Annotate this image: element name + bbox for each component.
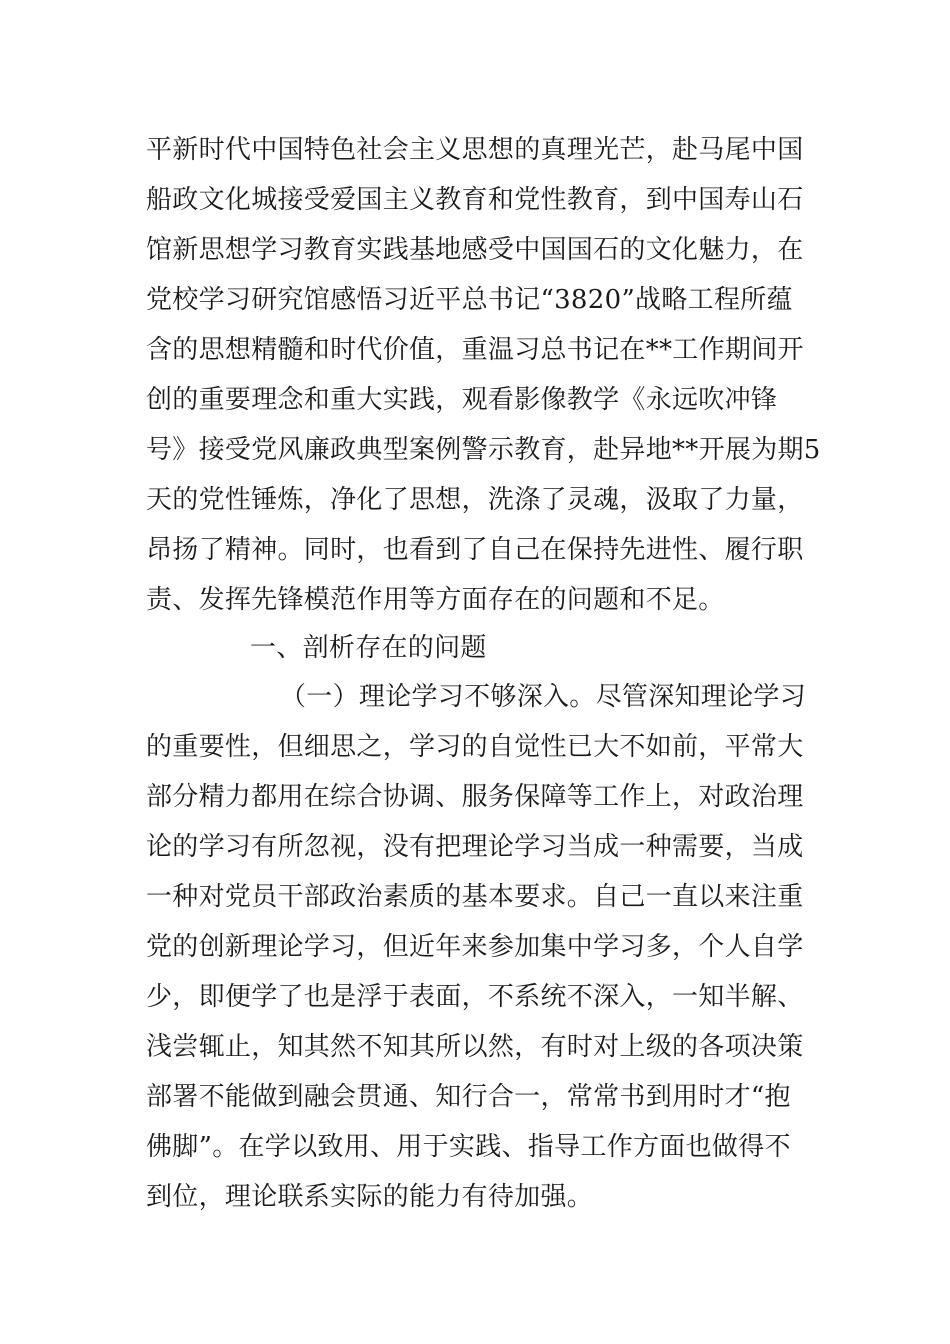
- subsection-heading: （一）理论学习不够深入。尽管深知理论学习: [280, 682, 807, 712]
- text-line: 到位，理论联系实际的能力有待加强。: [146, 1182, 594, 1212]
- text-line: 佛脚”。在学以致用、用于实践、指导工作方面也做得不: [146, 1132, 791, 1162]
- section-heading: 一、剖析存在的问题: [250, 633, 487, 663]
- text-line: 平新时代中国特色社会主义思想的真理光芒，赴马尾中国: [146, 135, 804, 165]
- text-line: 号》接受党风廉政典型案例警示教育，赴异地**开展为期5: [146, 435, 821, 465]
- text-line: 的重要性，但细思之，学习的自觉性已大不如前，平常大: [146, 732, 804, 762]
- text-line: 含的思想精髓和时代价值，重温习总书记在**工作期间开: [146, 335, 804, 365]
- text-line: 创的重要理念和重大实践，观看影像教学《永远吹冲锋: [146, 385, 778, 415]
- text-line: 党的创新理论学习，但近年来参加集中学习多，个人自学: [146, 932, 804, 962]
- text-line: 少，即便学了也是浮于表面，不系统不深入，一知半解、: [146, 982, 804, 1012]
- text-line: 馆新思想学习教育实践基地感受中国国石的文化魅力，在: [146, 235, 804, 265]
- text-line: 论的学习有所忽视，没有把理论学习当成一种需要，当成: [146, 832, 804, 862]
- text-line: 一种对党员干部政治素质的基本要求。自己一直以来注重: [146, 882, 804, 912]
- text-line: 责、发挥先锋模范作用等方面存在的问题和不足。: [146, 585, 725, 615]
- text-line: 浅尝辄止，知其然不知其所以然，有时对上级的各项决策: [146, 1032, 804, 1062]
- text-line: 昂扬了精神。同时，也看到了自己在保持先进性、履行职: [146, 535, 804, 565]
- text-line: 党校学习研究馆感悟习近平总书记“3820”战略工程所蕴: [146, 285, 793, 315]
- text-line: 天的党性锤炼，净化了思想，洗涤了灵魂，汲取了力量，: [146, 485, 804, 515]
- text-line: 部署不能做到融会贯通、知行合一，常常书到用时才“抱: [146, 1082, 791, 1112]
- text-line: 部分精力都用在综合协调、服务保障等工作上，对政治理: [146, 782, 804, 812]
- text-line: 船政文化城接受爱国主义教育和党性教育，到中国寿山石: [146, 185, 804, 215]
